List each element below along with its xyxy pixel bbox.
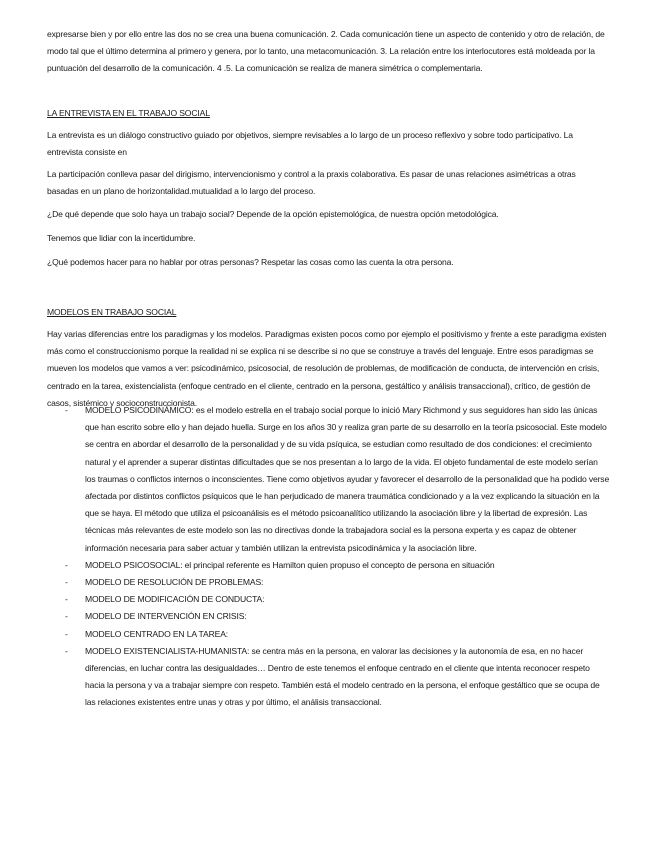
entrevista-paragraph-4: Tenemos que lidiar con la incertidumbre. xyxy=(47,233,196,243)
bullet-dash: - xyxy=(65,405,68,415)
list-item-text: MODELO CENTRADO EN LA TAREA: xyxy=(85,628,229,639)
list-item xyxy=(65,608,610,625)
bullet-dash: - xyxy=(65,594,68,605)
list-item xyxy=(65,626,610,643)
heading-modelos: MODELOS EN TRABAJO SOCIAL xyxy=(47,307,177,317)
list-item-text: MODELO PSICOSOCIAL: el principal referente es Hamilton quien propuso el concepto de persona en situación xyxy=(85,559,495,570)
list-item-text: MODELO DE INTERVENCIÓN EN CRISIS: xyxy=(85,611,247,622)
modelos-paragraph-1: Hay varias diferencias entre los paradigmas y los modelos. Paradigmas existen pocos como por ejemplo el positivismo y frente a este paradigma existen más como el construccionismo porque la realidad ni se explica ni se describe si no que se construye a través del lenguaje. Entre esos paradigmas se mueven los modelos que vamos a ver: psicodinámico, psicosocial, de resolución de problemas, de modificación de conducta, de intervención en crisis, centrado en la tarea, existencialista (enfoque centrado en el cliente, centrado en la persona, gestáltico y análisis transaccional), crítico, de gestión de casos, sistémico y socioconstruccionista. xyxy=(47,329,607,408)
heading-entrevista: LA ENTREVISTA EN EL TRABAJO SOCIAL xyxy=(47,108,210,118)
entrevista-paragraph-5: ¿Qué podemos hacer para no hablar por otras personas? Respetar las cosas como las cuenta la otra persona. xyxy=(47,257,454,267)
list-item-text: MODELO EXISTENCIALISTA-HUMANISTA: se centra más en la persona, en valorar las decisiones y la autonomía de esa, en no hacer diferencias, en luchar contra las desigualdades… Dentro de este tenemos el enfoque centrado en el cliente que intenta reconocer respeto hacia la persona y va a trabajar siempre con respeto. También está el modelo centrado en la persona, el enfoque gestáltico que se ocupa de las relaciones existentes entre unas y otras y por último, el análisis transaccional. xyxy=(85,645,600,708)
list-item xyxy=(65,643,610,712)
bullet-dash: - xyxy=(65,611,68,622)
entrevista-paragraph-1: La entrevista es un diálogo constructivo guiado por objetivos, siempre revisables a lo largo de un proceso reflexivo y sobre todo participativo. La entrevista consiste en xyxy=(47,130,573,158)
bullet-dash: - xyxy=(65,577,68,588)
list-item xyxy=(65,402,610,557)
bullet-dash: - xyxy=(65,628,68,639)
list-item xyxy=(65,591,610,608)
intro-paragraph: expresarse bien y por ello entre las dos no se crea una buena comunicación. 2. Cada comunicación tiene un aspecto de contenido y otro de relación, de modo tal que el último determina al primero y genera, por lo tanto, una metacomunicación. 3. La relación entre los interlocutores está moldeada por la puntuación del desarrollo de la comunicación. 4 .5. La comunicación se realiza de manera simétrica o complementaria. xyxy=(47,29,605,74)
bullet-dash: - xyxy=(65,559,68,570)
list-item-text: MODELO DE RESOLUCIÓN DE PROBLEMAS: xyxy=(85,577,264,588)
list-item-text: MODELO DE MODIFICACIÓN DE CONDUCTA: xyxy=(85,594,265,605)
list-item xyxy=(65,574,610,591)
entrevista-paragraph-3: ¿De qué depende que solo haya un trabajo social? Depende de la opción epistemológica, de nuestra opción metodológica. xyxy=(47,209,499,219)
list-item-text: MODELO PSICODINÁMICO: es el modelo estrella en el trabajo social porque lo inició Mary Richmond y sus seguidores han sido las únicas que han escrito sobre ello y han dejado huella. Surge en los años 30 y realiza gran parte de su desarrollo en la teoría psicosocial. Este modelo se centra en abordar el desarrollo de la personalidad y de su vida psíquica, se estudian como resultado de dos condiciones: el crecimiento natural y el aprender a superar distintas dificultades que se nos presentan a lo largo de la vida. El objeto fundamental de este modelo serían los traumas o conflictos internos o inconscientes. Tiene como objetivos ayudar y favorecer el desarrollo de la personalidad que ha podido verse afectada por distintos conflictos psíquicos que le han perjudicado de manera traumática condicionado y a la vez explicando la situación en la que se haya. El método que utiliza el psicoanálisis es el método psicoanalítico utilizando la asociación libre y la libertad de expresión. Las técnicas más relevantes de este modelo son las no directivas donde la trabajadora social es la persona experta y es capaz de obtener información necesaria para saber actuar y también utilizan la entrevista psicodinámica y la asociación libre. xyxy=(85,405,610,553)
modelos-list xyxy=(65,402,610,712)
bullet-dash: - xyxy=(65,645,68,656)
entrevista-paragraph-2: La participación conlleva pasar del dirigismo, intervencionismo y control a la praxis colaborativa. Es pasar de unas relaciones asimétricas a otras basadas en un plano de horizontalidad.mutualidad a lo largo del proceso. xyxy=(47,169,576,197)
list-item xyxy=(65,557,610,574)
